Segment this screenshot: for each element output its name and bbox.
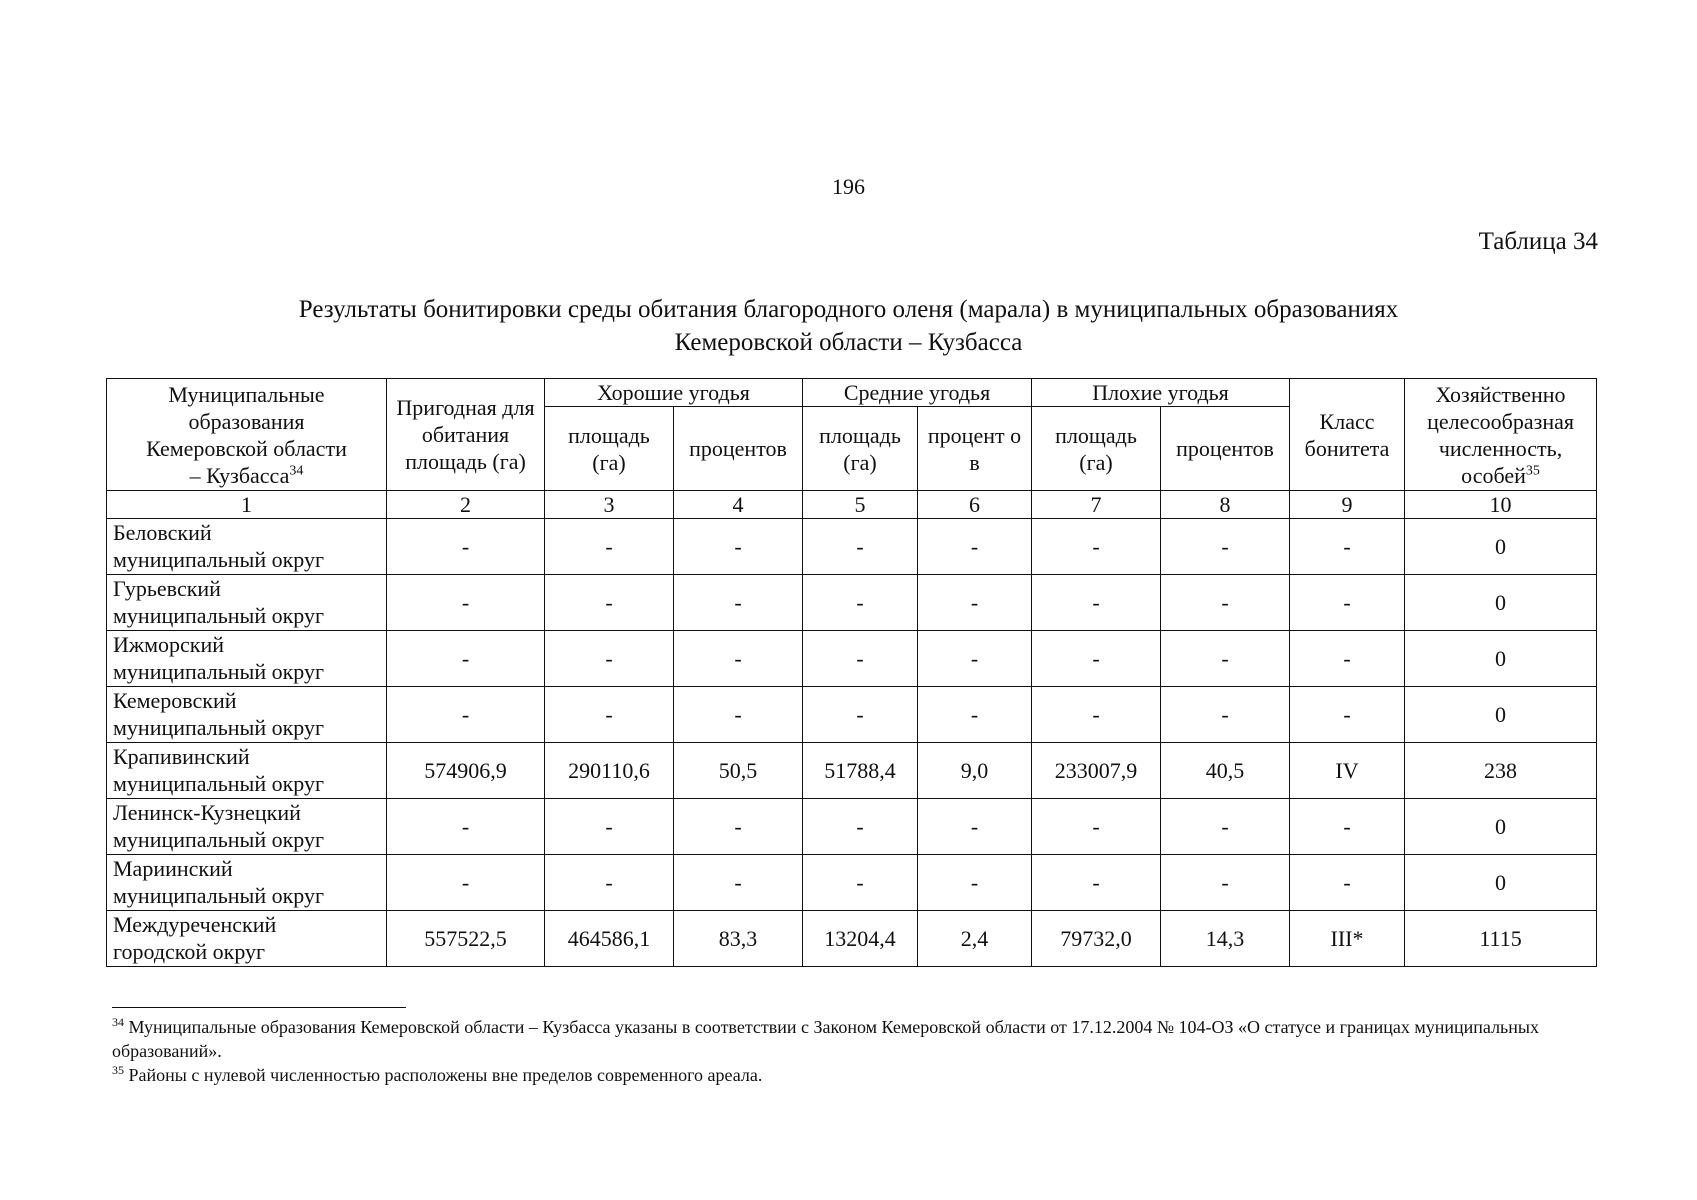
column-number: 9 <box>1290 491 1405 519</box>
municipality-name-line-1: Гурьевский <box>113 576 221 601</box>
table-row <box>107 911 1597 967</box>
municipality-name <box>107 575 387 631</box>
class-cell: - <box>1290 575 1405 631</box>
municipality-name-line-1: Кемеровский <box>113 688 237 713</box>
footnote-divider <box>112 1007 406 1008</box>
class-cell: - <box>1290 799 1405 855</box>
footnote-ref-34: 34 <box>289 463 304 479</box>
header-poor-percent: процентов <box>1161 407 1290 491</box>
municipality-name-line-1: Ижморский <box>113 632 225 657</box>
municipality-name-line-2: городской округ <box>113 939 266 964</box>
header-municipal <box>107 379 387 491</box>
header-medium-lands: Средние угодья <box>803 379 1032 407</box>
municipality-name <box>107 631 387 687</box>
municipality-name-line-2: муниципальный округ <box>113 715 325 740</box>
economic-count-cell: 0 <box>1405 519 1597 575</box>
suitable-area-cell: 574906,9 <box>387 743 545 799</box>
economic-count-cell: 0 <box>1405 631 1597 687</box>
header-good-percent: процентов <box>674 407 803 491</box>
poor-area-cell: - <box>1032 575 1161 631</box>
medium-percent-cell: - <box>918 799 1032 855</box>
poor-area-cell: - <box>1032 631 1161 687</box>
page-number: 196 <box>832 174 865 199</box>
good-percent-cell: - <box>674 687 803 743</box>
poor-percent-cell: - <box>1161 575 1290 631</box>
good-percent-cell: 50,5 <box>674 743 803 799</box>
suitable-area-cell: - <box>387 855 545 911</box>
poor-area-cell: - <box>1032 687 1161 743</box>
good-area-cell: - <box>545 631 674 687</box>
suitable-area-cell: - <box>387 687 545 743</box>
municipality-name-line-2: муниципальный округ <box>113 771 325 796</box>
table-row <box>107 799 1597 855</box>
medium-percent-cell: - <box>918 631 1032 687</box>
class-cell: III* <box>1290 911 1405 967</box>
medium-area-cell: - <box>803 575 918 631</box>
column-number: 6 <box>918 491 1032 519</box>
municipality-name-line-1: Крапивинский <box>113 744 250 769</box>
poor-percent-cell: - <box>1161 855 1290 911</box>
good-percent-cell: - <box>674 631 803 687</box>
table-row <box>107 687 1597 743</box>
column-number: 7 <box>1032 491 1161 519</box>
header-class: Класс бонитета <box>1290 379 1405 491</box>
good-area-cell: - <box>545 855 674 911</box>
municipality-name-line-2: муниципальный округ <box>113 883 325 908</box>
column-number: 1 <box>107 491 387 519</box>
poor-percent-cell: - <box>1161 519 1290 575</box>
municipality-name-line-1: Беловский <box>113 520 212 545</box>
poor-percent-cell: 40,5 <box>1161 743 1290 799</box>
poor-area-cell: - <box>1032 855 1161 911</box>
municipality-name <box>107 855 387 911</box>
table-body <box>107 491 1597 967</box>
medium-percent-cell: - <box>918 687 1032 743</box>
medium-percent-cell: - <box>918 855 1032 911</box>
column-number: 10 <box>1405 491 1597 519</box>
municipality-name <box>107 911 387 967</box>
poor-area-cell: - <box>1032 799 1161 855</box>
municipality-name-line-1: Мариинский <box>113 856 233 881</box>
column-number: 4 <box>674 491 803 519</box>
table-title <box>0 293 1697 359</box>
class-cell: IV <box>1290 743 1405 799</box>
header-medium-area: площадь (га) <box>803 407 918 491</box>
header-poor-lands: Плохие угодья <box>1032 379 1290 407</box>
header-medium-percent: процент о в <box>918 407 1032 491</box>
good-percent-cell: - <box>674 799 803 855</box>
table-row <box>107 631 1597 687</box>
good-area-cell: - <box>545 575 674 631</box>
municipality-name-line-2: муниципальный округ <box>113 659 325 684</box>
medium-area-cell: - <box>803 519 918 575</box>
table-title-line-2: Кемеровской области – Кузбасса <box>674 329 1023 356</box>
economic-count-cell: 0 <box>1405 575 1597 631</box>
medium-percent-cell: - <box>918 519 1032 575</box>
footnote-text: Районы с нулевой численностью расположены вне пределов современного ареала. <box>128 1065 763 1085</box>
municipality-name <box>107 687 387 743</box>
table-title-line-1: Результаты бонитировки среды обитания благородного оленя (марала) в муниципальных образованиях <box>298 296 1399 323</box>
header-suitable-area: Пригодная для обитания площадь (га) <box>387 379 545 491</box>
results-table <box>106 378 1597 967</box>
medium-area-cell: 13204,4 <box>803 911 918 967</box>
suitable-area-cell: - <box>387 519 545 575</box>
medium-area-cell: - <box>803 687 918 743</box>
footnotes <box>112 1015 1596 1087</box>
header-municipal-text: Муниципальные образования Кемеровской области – Кузбасса <box>146 381 347 488</box>
medium-area-cell: - <box>803 799 918 855</box>
column-number: 2 <box>387 491 545 519</box>
footnote-ref-35: 35 <box>1525 463 1540 479</box>
municipality-name <box>107 743 387 799</box>
column-number-row <box>107 491 1597 519</box>
table-header <box>107 379 1597 491</box>
footnote-35 <box>112 1063 1596 1087</box>
suitable-area-cell: - <box>387 631 545 687</box>
suitable-area-cell: - <box>387 575 545 631</box>
municipality-name-line-1: Ленинск-Кузнецкий <box>113 800 301 825</box>
medium-percent-cell: 2,4 <box>918 911 1032 967</box>
suitable-area-cell: 557522,5 <box>387 911 545 967</box>
poor-area-cell: - <box>1032 519 1161 575</box>
medium-area-cell: - <box>803 855 918 911</box>
header-economic-count <box>1405 379 1597 491</box>
footnote-text: Муниципальные образования Кемеровской области – Кузбасса указаны в соответствии с Законом Кемеровской области от 17.12.2004 № 104-ОЗ «О статусе и границах муниципальных образований». <box>112 1017 1539 1061</box>
table-label: Таблица 34 <box>1478 228 1598 255</box>
poor-area-cell: 233007,9 <box>1032 743 1161 799</box>
header-economic-count-text: Хозяйственно целесообразная численность, особей <box>1427 381 1574 488</box>
poor-percent-cell: - <box>1161 687 1290 743</box>
table-row <box>107 855 1597 911</box>
good-area-cell: 290110,6 <box>545 743 674 799</box>
class-cell: - <box>1290 631 1405 687</box>
economic-count-cell: 0 <box>1405 687 1597 743</box>
class-cell: - <box>1290 855 1405 911</box>
economic-count-cell: 0 <box>1405 855 1597 911</box>
good-area-cell: - <box>545 519 674 575</box>
column-number: 3 <box>545 491 674 519</box>
municipality-name-line-1: Междуреченский <box>113 912 277 937</box>
poor-percent-cell: - <box>1161 799 1290 855</box>
good-percent-cell: - <box>674 575 803 631</box>
medium-area-cell: - <box>803 631 918 687</box>
poor-percent-cell: - <box>1161 631 1290 687</box>
municipality-name <box>107 799 387 855</box>
footnote-34 <box>112 1015 1596 1063</box>
good-area-cell: - <box>545 799 674 855</box>
header-poor-area: площадь (га) <box>1032 407 1161 491</box>
poor-area-cell: 79732,0 <box>1032 911 1161 967</box>
good-percent-cell: - <box>674 855 803 911</box>
medium-percent-cell: - <box>918 575 1032 631</box>
header-good-lands: Хорошие угодья <box>545 379 803 407</box>
table-row <box>107 519 1597 575</box>
good-area-cell: - <box>545 687 674 743</box>
municipality-name-line-2: муниципальный округ <box>113 547 325 572</box>
medium-area-cell: 51788,4 <box>803 743 918 799</box>
class-cell: - <box>1290 519 1405 575</box>
economic-count-cell: 238 <box>1405 743 1597 799</box>
header-good-area: площадь (га) <box>545 407 674 491</box>
good-area-cell: 464586,1 <box>545 911 674 967</box>
municipality-name-line-2: муниципальный округ <box>113 827 325 852</box>
column-number: 8 <box>1161 491 1290 519</box>
class-cell: - <box>1290 687 1405 743</box>
municipality-name-line-2: муниципальный округ <box>113 603 325 628</box>
economic-count-cell: 1115 <box>1405 911 1597 967</box>
good-percent-cell: - <box>674 519 803 575</box>
header-row-1 <box>107 379 1597 407</box>
economic-count-cell: 0 <box>1405 799 1597 855</box>
municipality-name <box>107 519 387 575</box>
column-number: 5 <box>803 491 918 519</box>
footnote-mark: 35 <box>112 1063 124 1077</box>
table-row <box>107 575 1597 631</box>
good-percent-cell: 83,3 <box>674 911 803 967</box>
footnote-mark: 34 <box>112 1015 124 1029</box>
table-row <box>107 743 1597 799</box>
poor-percent-cell: 14,3 <box>1161 911 1290 967</box>
suitable-area-cell: - <box>387 799 545 855</box>
medium-percent-cell: 9,0 <box>918 743 1032 799</box>
